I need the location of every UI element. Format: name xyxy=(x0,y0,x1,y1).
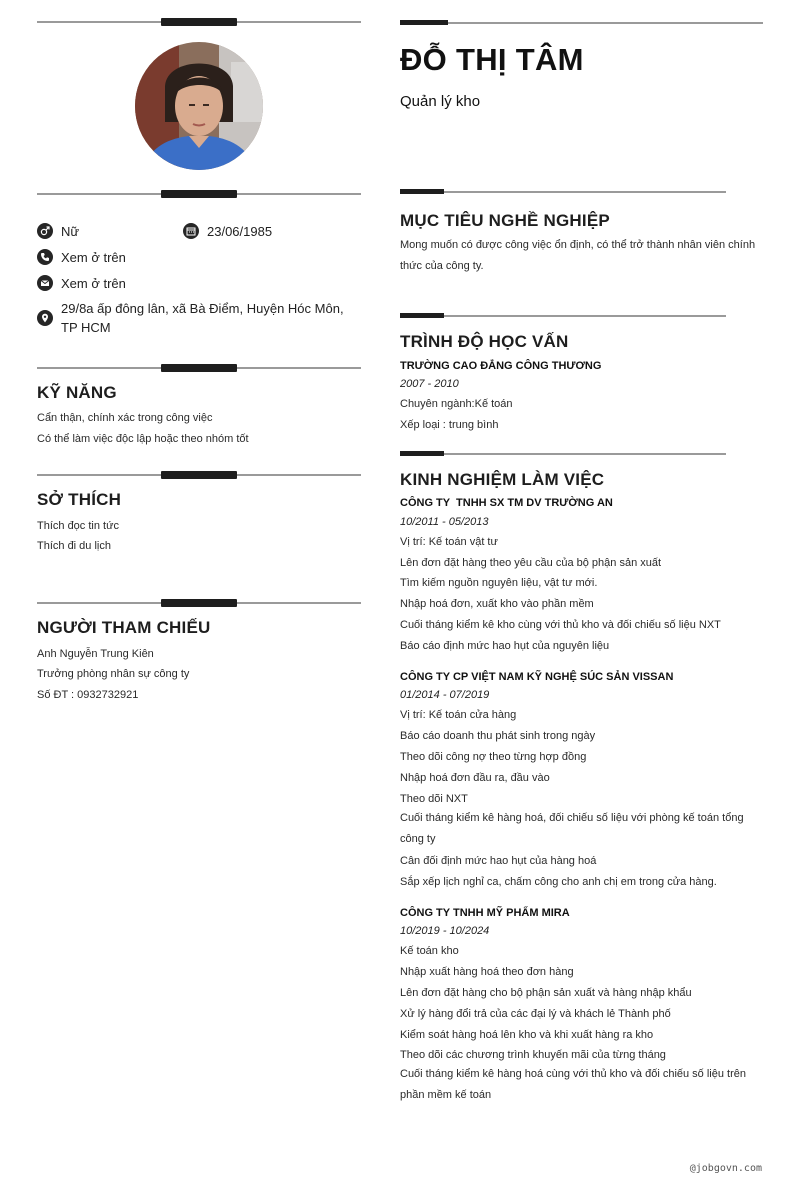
list-item: Lên đơn đặt hàng theo yêu cầu của bộ phận sản xuất xyxy=(400,557,662,569)
profile-photo xyxy=(135,42,263,170)
list-item: Báo cáo doanh thu phát sinh trong ngày xyxy=(400,730,596,742)
divider xyxy=(37,471,361,479)
skills-title: KỸ NĂNG xyxy=(37,383,117,402)
experience-title: KINH NGHIỆM LÀM VIỆC xyxy=(400,470,605,489)
list-item: Số ĐT : 0932732921 xyxy=(37,689,139,701)
references-title: NGƯỜI THAM CHIẾU xyxy=(37,618,211,637)
list-item: Trưởng phòng nhân sự công ty xyxy=(37,668,190,680)
list-item: Tìm kiếm nguồn nguyên liệu, vật tư mới. xyxy=(400,577,598,589)
job-period: 01/2014 - 07/2019 xyxy=(400,689,490,701)
divider xyxy=(400,451,726,457)
email-value: Xem ở trên xyxy=(61,276,126,291)
divider xyxy=(37,599,361,607)
list-item: Theo dõi NXT xyxy=(400,793,468,805)
email-row xyxy=(37,274,126,293)
address-row xyxy=(37,299,361,337)
objective-text: Mong muốn có được công việc ổn định, có thể trở thành nhân viên chính thức của công ty. xyxy=(400,239,756,272)
list-item: Thích đi du lịch xyxy=(37,540,111,552)
watermark: @jobgovn.com xyxy=(689,1163,762,1174)
list-item: Nhập xuất hàng hoá theo đơn hàng xyxy=(400,966,574,978)
list-item: Có thể làm việc độc lập hoặc theo nhóm tốt xyxy=(37,433,249,445)
objective-title: MỤC TIÊU NGHỀ NGHIỆP xyxy=(400,211,610,230)
list-item: Kế toán kho xyxy=(400,945,459,957)
list-item: Xếp loại : trung bình xyxy=(400,419,499,431)
list-item: Theo dõi các chương trình khuyến mãi của từng tháng xyxy=(400,1049,666,1061)
address-value: 29/8a ấp đông lân, xã Bà Điểm, Huyện Hóc Môn, TP HCM xyxy=(61,301,344,335)
education-period: 2007 - 2010 xyxy=(400,378,459,390)
job-period: 10/2019 - 10/2024 xyxy=(400,925,490,937)
divider xyxy=(400,20,763,26)
calendar-icon xyxy=(183,223,199,239)
gender-value: Nữ xyxy=(61,224,80,239)
list-item: Kiểm soát hàng hoá lên kho và khi xuất hàng ra kho xyxy=(400,1029,654,1041)
gender-icon xyxy=(37,223,53,239)
list-item: Vị trí: Kế toán vật tư xyxy=(400,536,498,548)
divider xyxy=(37,364,361,372)
phone-value: Xem ở trên xyxy=(61,250,126,265)
location-icon xyxy=(37,310,53,326)
list-item: Nhập hoá đơn, xuất kho vào phần mềm xyxy=(400,598,594,610)
company-name: CÔNG TY TNHH MỸ PHẨM MIRA xyxy=(400,907,570,919)
divider xyxy=(37,18,361,26)
company-name: CÔNG TY TNHH SX TM DV TRƯỜNG AN xyxy=(400,497,613,509)
divider xyxy=(400,189,726,195)
list-item: Chuyên ngành:Kế toán xyxy=(400,398,513,410)
divider xyxy=(400,313,726,319)
dob-row xyxy=(183,222,272,241)
list-item: Cẩn thận, chính xác trong công việc xyxy=(37,412,213,424)
list-item: Cân đối định mức hao hụt của hàng hoá xyxy=(400,855,597,867)
company-name: CÔNG TY CP VIỆT NAM KỸ NGHỆ SÚC SẢN VISSAN xyxy=(400,671,674,683)
list-item: Cuối tháng kiểm kê hàng hoá cùng với thủ kho và đối chiếu số liệu trên phần mềm kế toán xyxy=(400,1068,746,1101)
avatar xyxy=(135,42,263,170)
divider xyxy=(37,190,361,198)
school-name: TRƯỜNG CAO ĐẲNG CÔNG THƯƠNG xyxy=(400,360,602,372)
job-title: Quản lý kho xyxy=(400,93,481,110)
dob-value: 23/06/1985 xyxy=(207,224,273,239)
phone-row xyxy=(37,248,126,267)
list-item: Lên đơn đặt hàng cho bộ phận sản xuất và hàng nhập khẩu xyxy=(400,987,692,999)
phone-icon xyxy=(37,249,53,265)
list-item: Sắp xếp lịch nghỉ ca, chấm công cho anh chị em trong cửa hàng. xyxy=(400,876,717,888)
list-item: Thích đọc tin tức xyxy=(37,520,119,532)
list-item: Cuối tháng kiểm kê kho cùng với thủ kho và đối chiếu số liệu NXT xyxy=(400,619,721,631)
list-item: Vị trí: Kế toán cửa hàng xyxy=(400,709,517,721)
list-item: Cuối tháng kiểm kê hàng hoá, đối chiếu số liệu với phòng kế toán tổng công ty xyxy=(400,812,744,845)
list-item: Anh Nguyễn Trung Kiên xyxy=(37,648,154,660)
list-item: Báo cáo định mức hao hụt của nguyên liệu xyxy=(400,640,610,652)
email-icon xyxy=(37,275,53,291)
list-item: Theo dõi công nợ theo từng hợp đồng xyxy=(400,751,587,763)
candidate-name: ĐỖ THỊ TÂM xyxy=(400,42,584,77)
hobbies-title: SỞ THÍCH xyxy=(37,490,122,509)
list-item: Xử lý hàng đổi trả của các đại lý và khách lẻ Thành phố xyxy=(400,1008,671,1020)
education-title: TRÌNH ĐỘ HỌC VẤN xyxy=(400,332,569,351)
list-item: Nhập hoá đơn đầu ra, đầu vào xyxy=(400,772,550,784)
gender-row xyxy=(37,222,79,241)
job-period: 10/2011 - 05/2013 xyxy=(400,516,489,528)
